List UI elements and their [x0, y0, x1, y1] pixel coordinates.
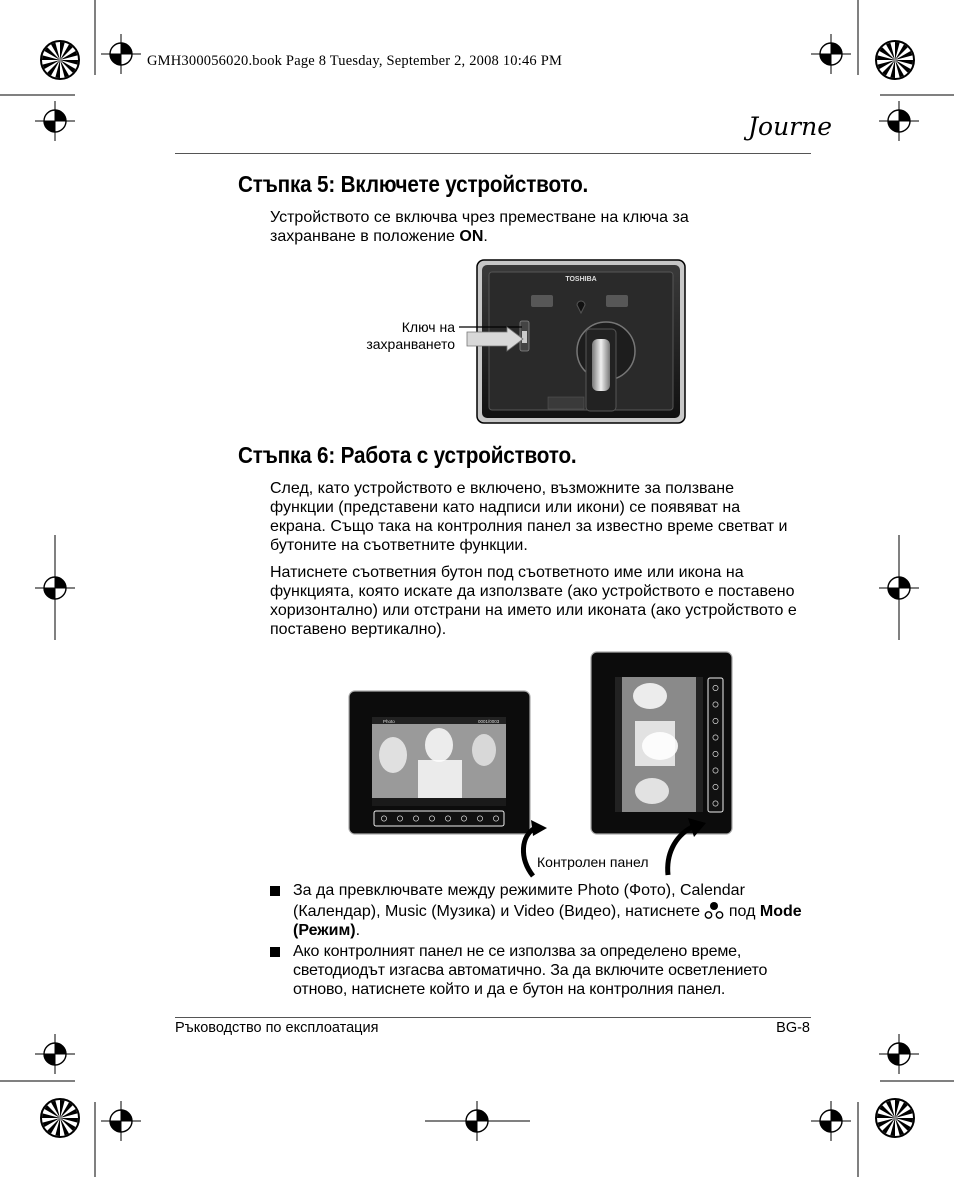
step5-text-tail: . — [483, 228, 488, 245]
star-target-icon — [876, 41, 914, 79]
bullet-mode-post: под — [728, 903, 756, 920]
device-brand: TOSHIBA — [565, 276, 597, 283]
registration-mark-icon — [35, 101, 75, 141]
brand-logo: Journe — [748, 112, 833, 141]
step5-title: Стъпка 5: Включете устройството. — [238, 171, 589, 197]
registration-mark-icon — [811, 1101, 851, 1141]
control-panel-label: Контролен панел — [537, 854, 649, 870]
star-target-icon — [41, 41, 79, 79]
callout-line2: захранването — [366, 336, 455, 352]
bullet-mode — [270, 881, 810, 941]
registration-mark-icon — [101, 34, 141, 74]
device-vertical-figure — [590, 651, 733, 835]
print-header: GMH300056020.book Page 8 Tuesday, September 2, 2008 10:46 PM — [147, 53, 563, 69]
footer-manual-title: Ръководство по експлоатация — [175, 1020, 379, 1036]
screen-label: Photo — [383, 719, 395, 724]
bullet-led — [270, 942, 810, 1002]
registration-mark-icon — [879, 1034, 919, 1074]
bullet-square-icon — [270, 886, 280, 896]
step5-text — [270, 208, 770, 246]
device-horizontal-figure — [348, 690, 531, 835]
star-target-icon — [876, 1099, 914, 1137]
power-switch-callout — [330, 319, 455, 353]
step6-para2: Натиснете съответния бутон под съответното име или икона на функцията, която искате да използвате (ако устройството е поставено хоризонтално) или отстрани на името или иконата (ако устройството е поставено вертикално). — [270, 564, 797, 638]
star-target-icon — [41, 1099, 79, 1137]
registration-mark-icon — [811, 34, 851, 74]
step6-title: Стъпка 6: Работа с устройството. — [238, 442, 577, 468]
step5-text-bold: ON — [459, 228, 484, 245]
step5-text-main: Устройството се включва чрез преместване на ключа за захранване в положение — [270, 209, 689, 245]
callout-line1: Ключ на — [401, 319, 455, 335]
registration-mark-icon — [879, 101, 919, 141]
curved-arrow-icon — [658, 815, 728, 875]
registration-mark-icon — [101, 1101, 141, 1141]
screen-counter: 0001/0003 — [478, 719, 500, 724]
bullet-mode-tail: . — [355, 922, 361, 939]
bullet-mode-bold: Mode (Режим) — [293, 903, 802, 939]
bullet-mode-text — [293, 881, 813, 940]
step6-para1: След, като устройството е включено, възможните за ползване функции (представени като надписи или икони) се появяват на екрана. Също така на контролния панел за известно време светват и бутоните на съответните функции. — [270, 480, 788, 554]
footer-rule — [175, 1017, 811, 1018]
bullet-led-text: Ако контролният панел не се използва за определено време, светодиодът изгасва автоматично. За да включите осветлението отново, натиснете който и да е бутон на контролния панел. — [293, 943, 768, 998]
bullet-mode-pre: За да превключвате между режимите Photo (Фото), Calendar (Календар), Music (Музика) и Video (Видео), натиснете — [293, 882, 745, 920]
bullet-square-icon — [270, 947, 280, 957]
header-rule — [175, 153, 811, 154]
registration-mark-icon — [35, 1034, 75, 1074]
callout-leader — [455, 320, 535, 350]
footer-page-number: BG-8 — [776, 1020, 810, 1036]
mode-button-icon — [704, 900, 724, 920]
